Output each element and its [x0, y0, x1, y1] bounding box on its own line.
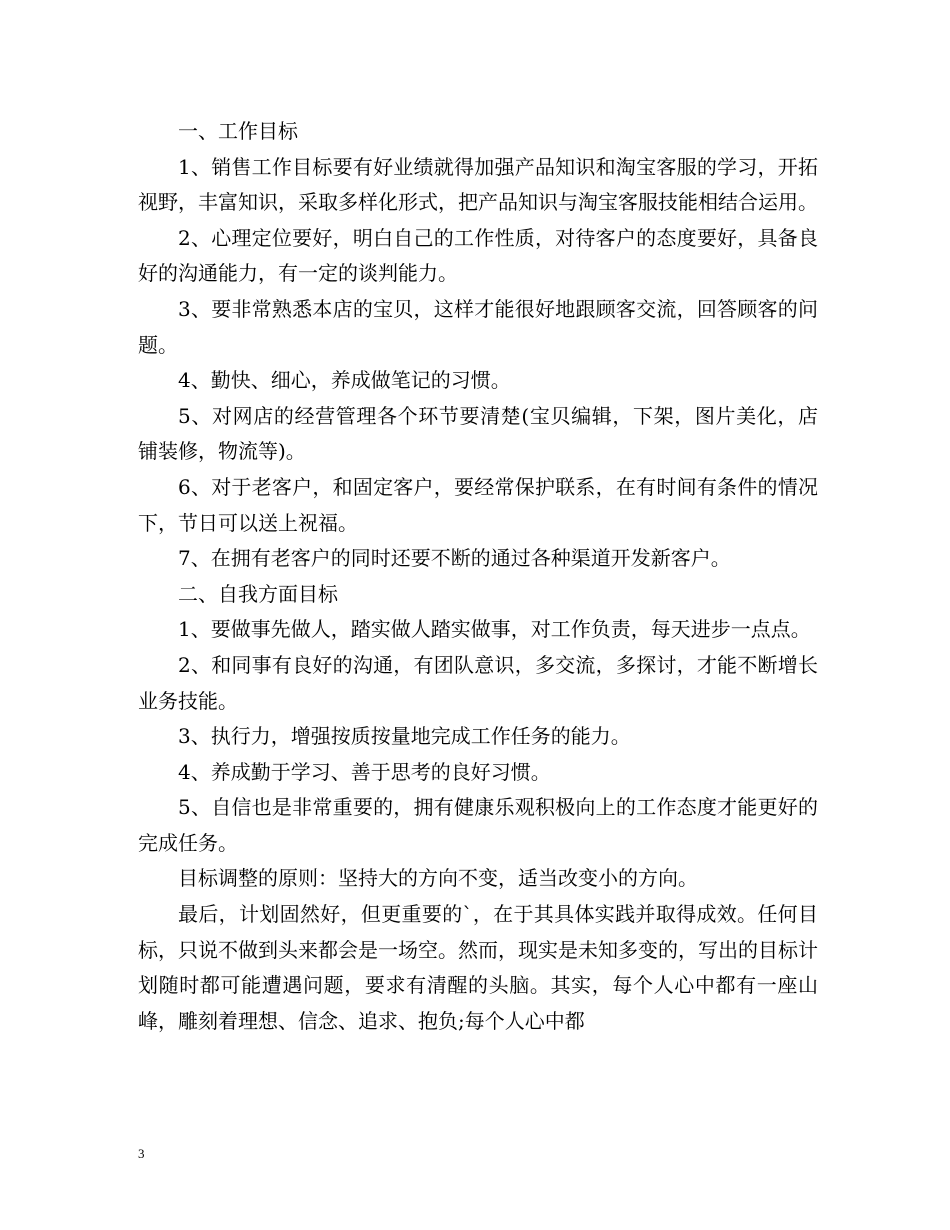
paragraph-work-goal-2: 2、心理定位要好，明白自己的工作性质，对待客户的态度要好，具备良好的沟通能力，有一定的谈判能力。 [138, 225, 818, 286]
paragraph-self-goal-3: 3、执行力，增强按质按量地完成工作任务的能力。 [178, 724, 631, 749]
paragraph-conclusion: 最后，计划固然好，但更重要的`，在于其具体实践并取得成效。任何目标，只说不做到头来都会是一场空。然而，现实是未知多变的，写出的目标计划随时都可能遭遇问题，要求有清醒的头脑。其实，每个人心中都有一座山峰，雕刻着理想、信念、追求、抱负;每个人心中都 [138, 902, 818, 1033]
paragraph-work-goal-3: 3、要非常熟悉本店的宝贝，这样才能很好地跟顾客交流，回答顾客的问题。 [138, 296, 818, 357]
page-number: 3 [138, 1146, 145, 1161]
paragraph-work-goal-1: 1、销售工作目标要有好业绩就得加强产品知识和淘宝客服的学习，开拓视野，丰富知识，采取多样化形式，把产品知识与淘宝客服技能相结合运用。 [138, 154, 818, 215]
paragraph-work-goal-6: 6、对于老客户，和固定客户，要经常保护联系，在有时间有条件的情况下，节日可以送上祝福。 [138, 474, 818, 535]
section-heading-work-goals: 一、工作目标 [178, 119, 298, 143]
paragraph-work-goal-5: 5、对网店的经营管理各个环节要清楚(宝贝编辑，下架，图片美化，店铺装修，物流等)。 [138, 403, 818, 464]
paragraph-self-goal-2: 2、和同事有良好的沟通，有团队意识，多交流，多探讨，才能不断增长业务技能。 [138, 652, 818, 713]
paragraph-adjustment-principle: 目标调整的原则：坚持大的方向不变，适当改变小的方向。 [178, 866, 698, 891]
paragraph-self-goal-1: 1、要做事先做人，踏实做人踏实做事，对工作负责，每天进步一点点。 [178, 617, 811, 642]
document-body [138, 114, 818, 1039]
paragraph-work-goal-7: 7、在拥有老客户的同时还要不断的通过各种渠道开发新客户。 [178, 546, 731, 571]
section-heading-self-goals: 二、自我方面目标 [178, 581, 338, 606]
paragraph-self-goal-5: 5、自信也是非常重要的，拥有健康乐观积极向上的工作态度才能更好的完成任务。 [138, 795, 818, 855]
paragraph-work-goal-4: 4、勤快、细心，养成做笔记的习惯。 [178, 368, 511, 393]
paragraph-self-goal-4: 4、养成勤于学习、善于思考的良好习惯。 [178, 759, 551, 784]
